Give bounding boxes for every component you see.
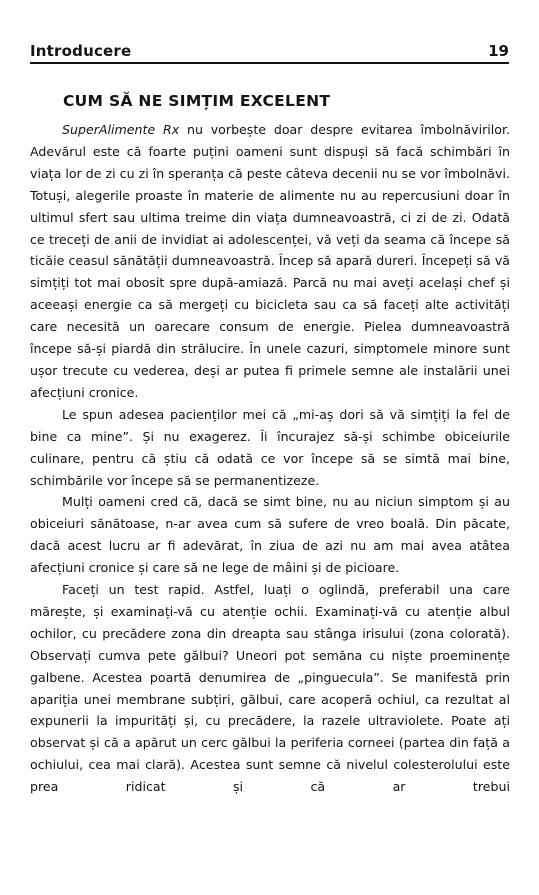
page-number: 19 [488,42,509,60]
paragraph-2: Le spun adesea pacienților mei că „mi-aș dori să vă simțiți la fel de bine ca mine”. Și nu exagerez. Îi încurajez să-și schimbe obiceiurile culinare, pentru că știu că odată ce vor începe să se simtă mai bine, schimbările vor începe să se permanentizeze. [30,406,510,488]
running-header [30,40,509,64]
chapter-heading: CUM SĂ NE SIMȚIM EXCELENT [63,92,331,110]
paragraph-1-text: nu vorbește doar despre evitarea îmbolnăvirilor. Adevărul este că foarte puțini oameni sunt dispuși să facă schimbări în viața lor de zi cu zi în speranța că peste câteva decenii nu se vor îmbolnăvi. Totuși, alegerile proaste în materie de alimente nu au repercusiuni doar în ultimul sfert sau ultima treime din viața dumneavoastră, ci zi de zi. Odată ce treceți de anii de invidiat ai adolescenței, vă veți da seama că începe să ticăie ceasul sănătății dumneavoastră. Încep să apară dureri. Începeți să vă simțiți tot mai obosit spre după-amiază. Parcă nu mai aveți același chef și aceeași energie ca să mergeți cu bicicleta sau ca să faceți alte activități care necesită un oarecare consum de energie. Pielea dumneavoastră începe să-și piardă din strălucire. În unele cazuri, simptomele minore sunt ușor trecute cu vederea, deși ar putea fi primele semne ale instalării unei afecțiuni cronice. [30,122,510,400]
paragraph-1 [30,119,510,404]
book-title: SuperAlimente Rx [62,122,180,137]
paragraph-4: Faceți un test rapid. Astfel, luați o oglindă, preferabil una care mărește, și examinați-vă cu atenție ochii. Examinați-vă cu atenție albul ochilor, cu precădere zona din dreapta sau stânga irisului (zona colorată). Observați cumva pete gălbui? Uneori pot semăna cu niște proeminențe galbene. Acestea poartă denumirea de „pinguecula”. Se manifestă prin apariția unei membrane subțiri, gălbui, care acoperă ochiul, ca rezultat al expunerii la impurități și, cu precădere, la razele ultraviolete. Poate ați observat și că a apărut un cerc gălbui la periferia corneei (partea din față a ochiului, cea mai clară). Acestea sunt semne că nivelul colesterolului este prea ridicat și că ar trebui [30,582,510,795]
body-text [30,119,510,798]
paragraph-3: Mulți oameni cred că, dacă se simt bine, nu au niciun simptom și au obiceiuri sănătoase, n-ar avea cum să sufere de vreo boală. Din păcate, dacă acest lucru ar fi adevărat, în ziua de azi nu am mai avea atâtea afecțiuni cronice și care să ne lege de mâini și de picioare. [30,494,510,576]
section-title: Introducere [30,42,132,60]
